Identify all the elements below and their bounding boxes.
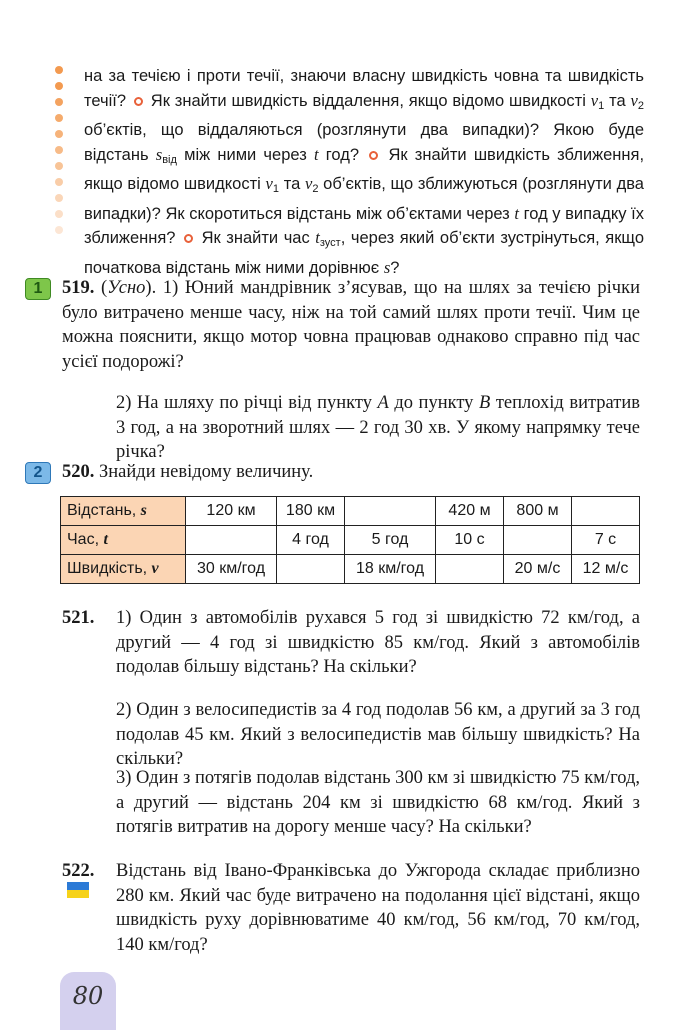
- intro-q1: на за течією і проти течії, знаючи власну швидкість човна та швидкість течії?: [84, 67, 644, 110]
- circle-bullet-icon: [184, 234, 193, 243]
- table-cell: 30 км/год: [186, 555, 277, 584]
- table-cell: [504, 526, 572, 555]
- table-cell: 5 год: [345, 526, 436, 555]
- speed-table: [60, 496, 640, 584]
- row-header-speed: Швидкість, v: [61, 555, 186, 584]
- problem-number: 519.: [62, 278, 95, 298]
- intro-questions: на за течією і проти течії, знаючи власну швидкість човна та швидкість течії? Як знайти швидкість віддалення, якщо відомо швидкості $v_1$ та $v_2$ об’єктів, що віддаляються (розглянути два випадки)? Якою буде відстань $s_{від}$ між ними через t год? Як знайти швидкість зближення, якщо відомо швидкості $v_1$ та $v_2$ об’єктів, що зближуються (розглянути два випадки)? Як скоротиться відстань між об’єктами через t год у випадку їх зближення? Як знайти час $t_{зуст}$, через який об’єкти зустрінуться, якщо початкова відстань між ними дорівнює s?: [84, 67, 645, 277]
- problem-521-part1: 1) Один з автомобілів рухався 5 год зі швидкістю 72 км/год, а другий — 4 год зі швидкістю 85 км/год. Який з автомобілів подолав більшу відстань? На скільки?: [116, 608, 640, 677]
- problem-521-part2: 2) Один з велосипедистів за 4 год подолав 56 км, а другий за 3 год подолав 45 км. Який з велосипедистів мав більшу швидкість? На скільки?: [116, 700, 640, 769]
- problem-519: 519. (Усно). 1) Юний мандрівник з’ясував, що на шлях за течією річки було витрачено менше часу, ніж на той самий шлях проти течії. Чим це можна пояснити, якщо мотор човна працював однаково справно під час усієї подорожі?: [62, 278, 641, 372]
- decorative-dots: [55, 66, 65, 256]
- problem-520-text: Знайди невідому величину.: [99, 462, 314, 482]
- table-row: [61, 555, 640, 584]
- table-cell: 12 м/с: [572, 555, 640, 584]
- table-cell: 180 км: [277, 497, 345, 526]
- problem-522-text: Відстань від Івано-Франківська до Ужгорода складає приблизно 280 км. Який час буде витрачено на подолання цієї відстані, якщо швидкість руху дорівнюватиме 40 км/год, 56 км/год, 70 км/год, 140 км/год?: [116, 861, 640, 955]
- table-cell: 4 год: [277, 526, 345, 555]
- table-cell: 7 с: [572, 526, 640, 555]
- table-cell: 800 м: [504, 497, 572, 526]
- problem-519-part2: 2) На шляху по річці від пункту A до пункту B теплохід витратив 3 год, а на зворотний шлях — 2 год 30 хв. У якому напрямку тече річка?: [116, 393, 641, 462]
- table-cell: [572, 497, 640, 526]
- circle-bullet-icon: [134, 97, 143, 106]
- problem-521-part3: 3) Один з потягів подолав відстань 300 км зі швидкістю 75 км/год, а другий — відстань 204 км зі швидкістю 68 км/год. Який з потягів витратив на дорогу менше часу? На скільки?: [116, 768, 640, 837]
- table-row: [61, 526, 640, 555]
- page-number-tab: [60, 972, 116, 1030]
- ukraine-flag-icon: [67, 882, 89, 898]
- table-row: [61, 497, 640, 526]
- problem-519-part1: 1) Юний мандрівник з’ясував, що на шлях за течією річки було витрачено менше часу, ніж на той самий шлях проти течії. Чим це можна пояснити, якщо мотор човна працював однаково справно під час усієї подорожі?: [62, 278, 641, 372]
- problem-number: 521.: [62, 608, 95, 628]
- oral-label: Усно: [107, 278, 146, 298]
- table-cell: 18 км/год: [345, 555, 436, 584]
- problem-number: 520.: [62, 462, 95, 482]
- table-cell: 20 м/с: [504, 555, 572, 584]
- table-cell: 120 км: [186, 497, 277, 526]
- level-2-badge: 2: [25, 462, 51, 484]
- circle-bullet-icon: [369, 151, 378, 160]
- table-cell: [277, 555, 345, 584]
- level-1-badge: 1: [25, 278, 51, 300]
- table-cell: [186, 526, 277, 555]
- table-cell: 10 с: [436, 526, 504, 555]
- problem-number: 522.: [62, 861, 95, 881]
- page-number: 80: [72, 982, 104, 1010]
- problem-520: [62, 460, 640, 485]
- table-cell: [345, 497, 436, 526]
- table-cell: 420 м: [436, 497, 504, 526]
- table-cell: [436, 555, 504, 584]
- row-header-distance: Відстань, s: [61, 497, 186, 526]
- row-header-time: Час, t: [61, 526, 186, 555]
